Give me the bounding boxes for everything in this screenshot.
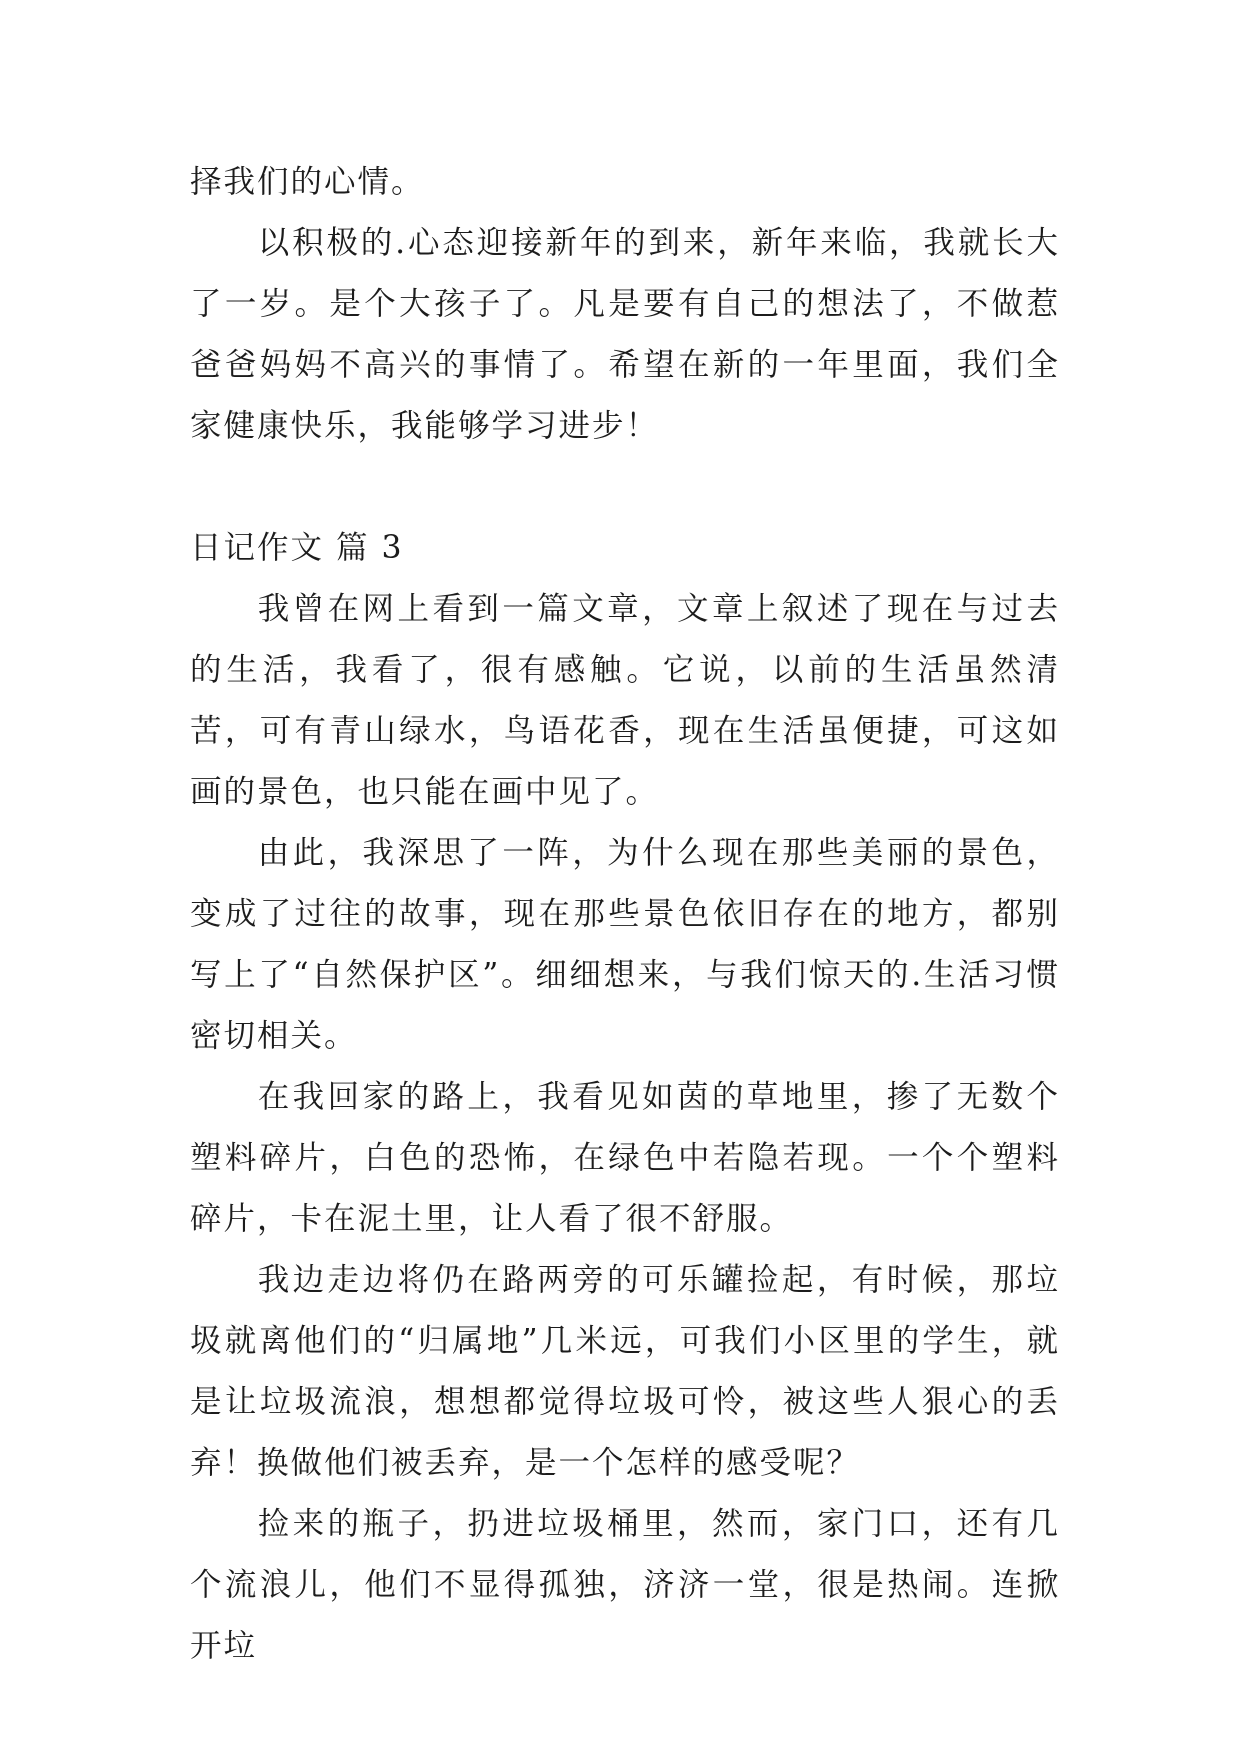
continuation-paragraph: 择我们的心情。 <box>190 164 425 200</box>
paragraph: 我曾在网上看到一篇文章，文章上叙述了现在与过去的生活，我看了，很有感触。它说，以前的生活虽然清苦，可有青山绿水，鸟语花香，现在生活虽便捷，可这如画的景色，也只能在画中见了。 <box>190 591 1060 810</box>
paragraph: 在我回家的路上，我看见如茵的草地里，掺了无数个塑料碎片，白色的恐怖，在绿色中若隐若现。一个个塑料碎片，卡在泥土里，让人看了很不舒服。 <box>190 1079 1060 1237</box>
paragraph: 以积极的.心态迎接新年的到来，新年来临，我就长大了一岁。是个大孩子了。凡是要有自己的想法了，不做惹爸爸妈妈不高兴的事情了。希望在新的一年里面，我们全家健康快乐，我能够学习进步！ <box>190 225 1060 444</box>
paragraph: 由此，我深思了一阵，为什么现在那些美丽的景色，变成了过往的故事，现在那些景色依旧存在的地方，都别写上了“自然保护区”。细细想来，与我们惊天的.生活习惯密切相关。 <box>190 835 1060 1054</box>
document-body <box>190 152 1060 1677</box>
paragraph: 我边走边将仍在路两旁的可乐罐捡起，有时候，那垃圾就离他们的“归属地”几米远，可我们小区里的学生，就是让垃圾流浪，想想都觉得垃圾可怜，被这些人狠心的丢弃！换做他们被丢弃，是一个怎样的感受呢？ <box>190 1262 1060 1481</box>
paragraph: 捡来的瓶子，扔进垃圾桶里，然而，家门口，还有几个流浪儿，他们不显得孤独，济济一堂，很是热闹。连掀开垃 <box>190 1506 1060 1664</box>
section-heading: 日记作文 篇 3 <box>190 530 404 566</box>
